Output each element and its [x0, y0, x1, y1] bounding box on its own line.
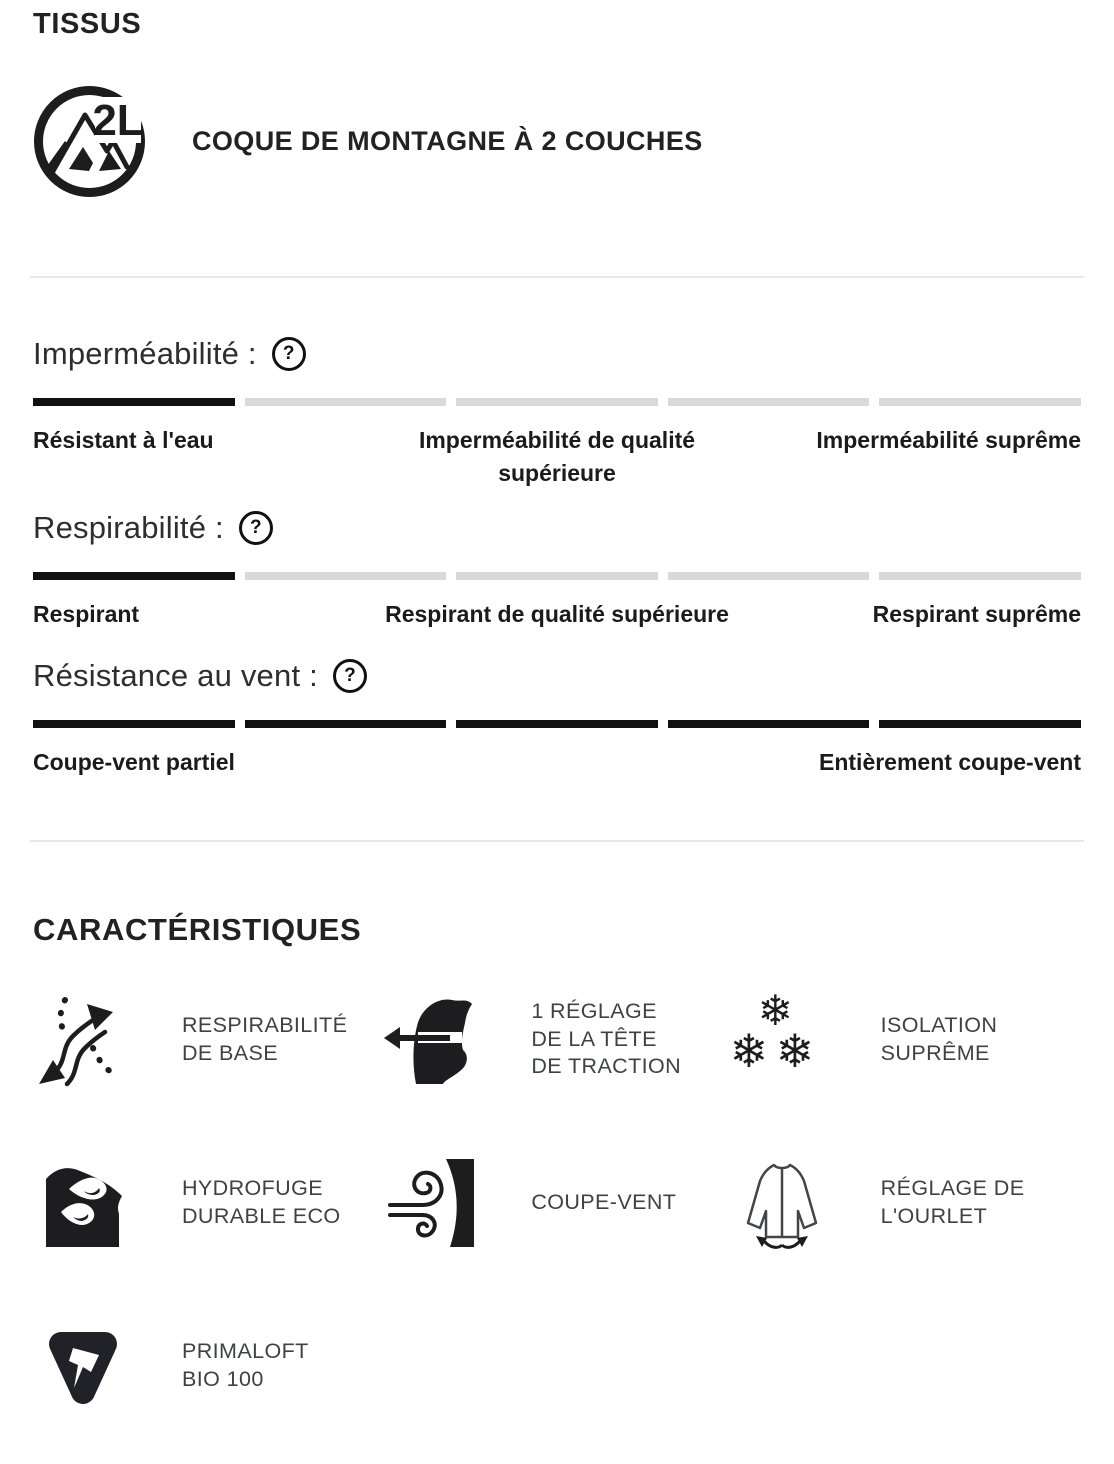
feature-label: COUPE-VENT — [531, 1189, 677, 1214]
rating-head — [33, 658, 1081, 694]
snowflake-glyph: ❄ — [729, 1024, 769, 1078]
feature-reglage-tete-traction — [382, 992, 731, 1087]
rating-scale-labels — [33, 424, 1081, 490]
rating-scale-bar — [33, 572, 1081, 580]
scale-segment — [879, 720, 1081, 728]
rating-scale-labels — [33, 746, 1081, 786]
feature-label: PRIMALOFT BIO 100 — [182, 1339, 309, 1391]
section-title-tissus: TISSUS — [33, 8, 142, 40]
snowflake-glyph: ❄ — [757, 986, 793, 1035]
snowflake-glyph: ❄ — [775, 1024, 815, 1078]
scale-label-mid: Respirant de qualité supérieure — [385, 601, 729, 627]
scale-segment — [668, 572, 870, 580]
insulation-snowflakes-icon — [729, 986, 827, 1087]
help-icon[interactable]: ? — [333, 659, 367, 693]
scale-label-low: Résistant à l'eau — [33, 427, 214, 453]
rating-scale-bar — [33, 720, 1081, 728]
rating-label: Imperméabilité : — [33, 336, 257, 371]
fabric-name: COQUE DE MONTAGNE À 2 COUCHES — [192, 126, 703, 156]
scale-label-mid: Imperméabilité de qualité supérieure — [418, 427, 696, 486]
scale-segment — [456, 398, 658, 406]
scale-segment — [668, 398, 870, 406]
feature-label: ISOLATION SUPRÊME — [880, 1013, 998, 1065]
features-grid — [33, 986, 1081, 1413]
scale-segment — [245, 398, 447, 406]
scale-label-low: Coupe-vent partiel — [33, 749, 235, 775]
breathability-icon — [33, 992, 128, 1087]
fabric-row — [33, 85, 1081, 198]
scale-label-low: Respirant — [33, 601, 140, 627]
feature-label: RESPIRABILITÉ DE BASE — [182, 1013, 348, 1065]
feature-label: HYDROFUGE DURABLE ECO — [182, 1176, 341, 1228]
feature-label: RÉGLAGE DE L'OURLET — [880, 1176, 1025, 1228]
scale-segment — [456, 720, 658, 728]
feature-label: 1 RÉGLAGE DE LA TÊTE DE TRACTION — [531, 999, 682, 1079]
help-icon[interactable]: ? — [272, 337, 306, 371]
feature-respirabilite-de-base — [33, 992, 382, 1087]
rating-label: Respirabilité : — [33, 510, 224, 545]
scale-segment — [879, 398, 1081, 406]
primaloft-icon — [33, 1318, 128, 1413]
scale-segment — [245, 720, 447, 728]
scale-label-high: Imperméabilité suprême — [816, 427, 1081, 453]
rating-resistance-au-vent — [33, 658, 1081, 786]
feature-reglage-ourlet — [732, 1155, 1081, 1250]
svg-text:2L: 2L — [92, 96, 144, 145]
scale-segment — [33, 398, 235, 406]
scale-segment — [33, 720, 235, 728]
rating-impermeabilite — [33, 336, 1081, 490]
feature-coupe-vent — [382, 1155, 731, 1250]
durable-water-repellent-icon — [33, 1155, 128, 1250]
divider — [30, 840, 1084, 842]
section-title-caracteristiques: CARACTÉRISTIQUES — [33, 912, 362, 947]
rating-scale-bar — [33, 398, 1081, 406]
scale-label-high: Entièrement coupe-vent — [819, 749, 1081, 775]
rating-respirabilite — [33, 510, 1081, 638]
scale-segment — [456, 572, 658, 580]
feature-hydrofuge-durable-eco — [33, 1155, 382, 1250]
divider — [30, 276, 1084, 278]
rating-label: Résistance au vent : — [33, 658, 318, 693]
2l-mountain-shell-badge-icon — [33, 85, 146, 198]
scale-segment — [879, 572, 1081, 580]
windproof-icon — [382, 1155, 477, 1250]
feature-primaloft-bio-100 — [33, 1318, 382, 1413]
rating-head — [33, 510, 1081, 546]
scale-label-high: Respirant suprême — [872, 601, 1081, 627]
hem-adjustment-icon — [732, 1155, 827, 1250]
feature-isolation-supreme — [729, 986, 1081, 1087]
help-icon[interactable]: ? — [239, 511, 273, 545]
hood-cinch-adjustment-icon — [382, 992, 477, 1087]
rating-scale-labels — [33, 598, 1081, 638]
scale-segment — [668, 720, 870, 728]
scale-segment — [33, 572, 235, 580]
scale-segment — [245, 572, 447, 580]
rating-head — [33, 336, 1081, 372]
